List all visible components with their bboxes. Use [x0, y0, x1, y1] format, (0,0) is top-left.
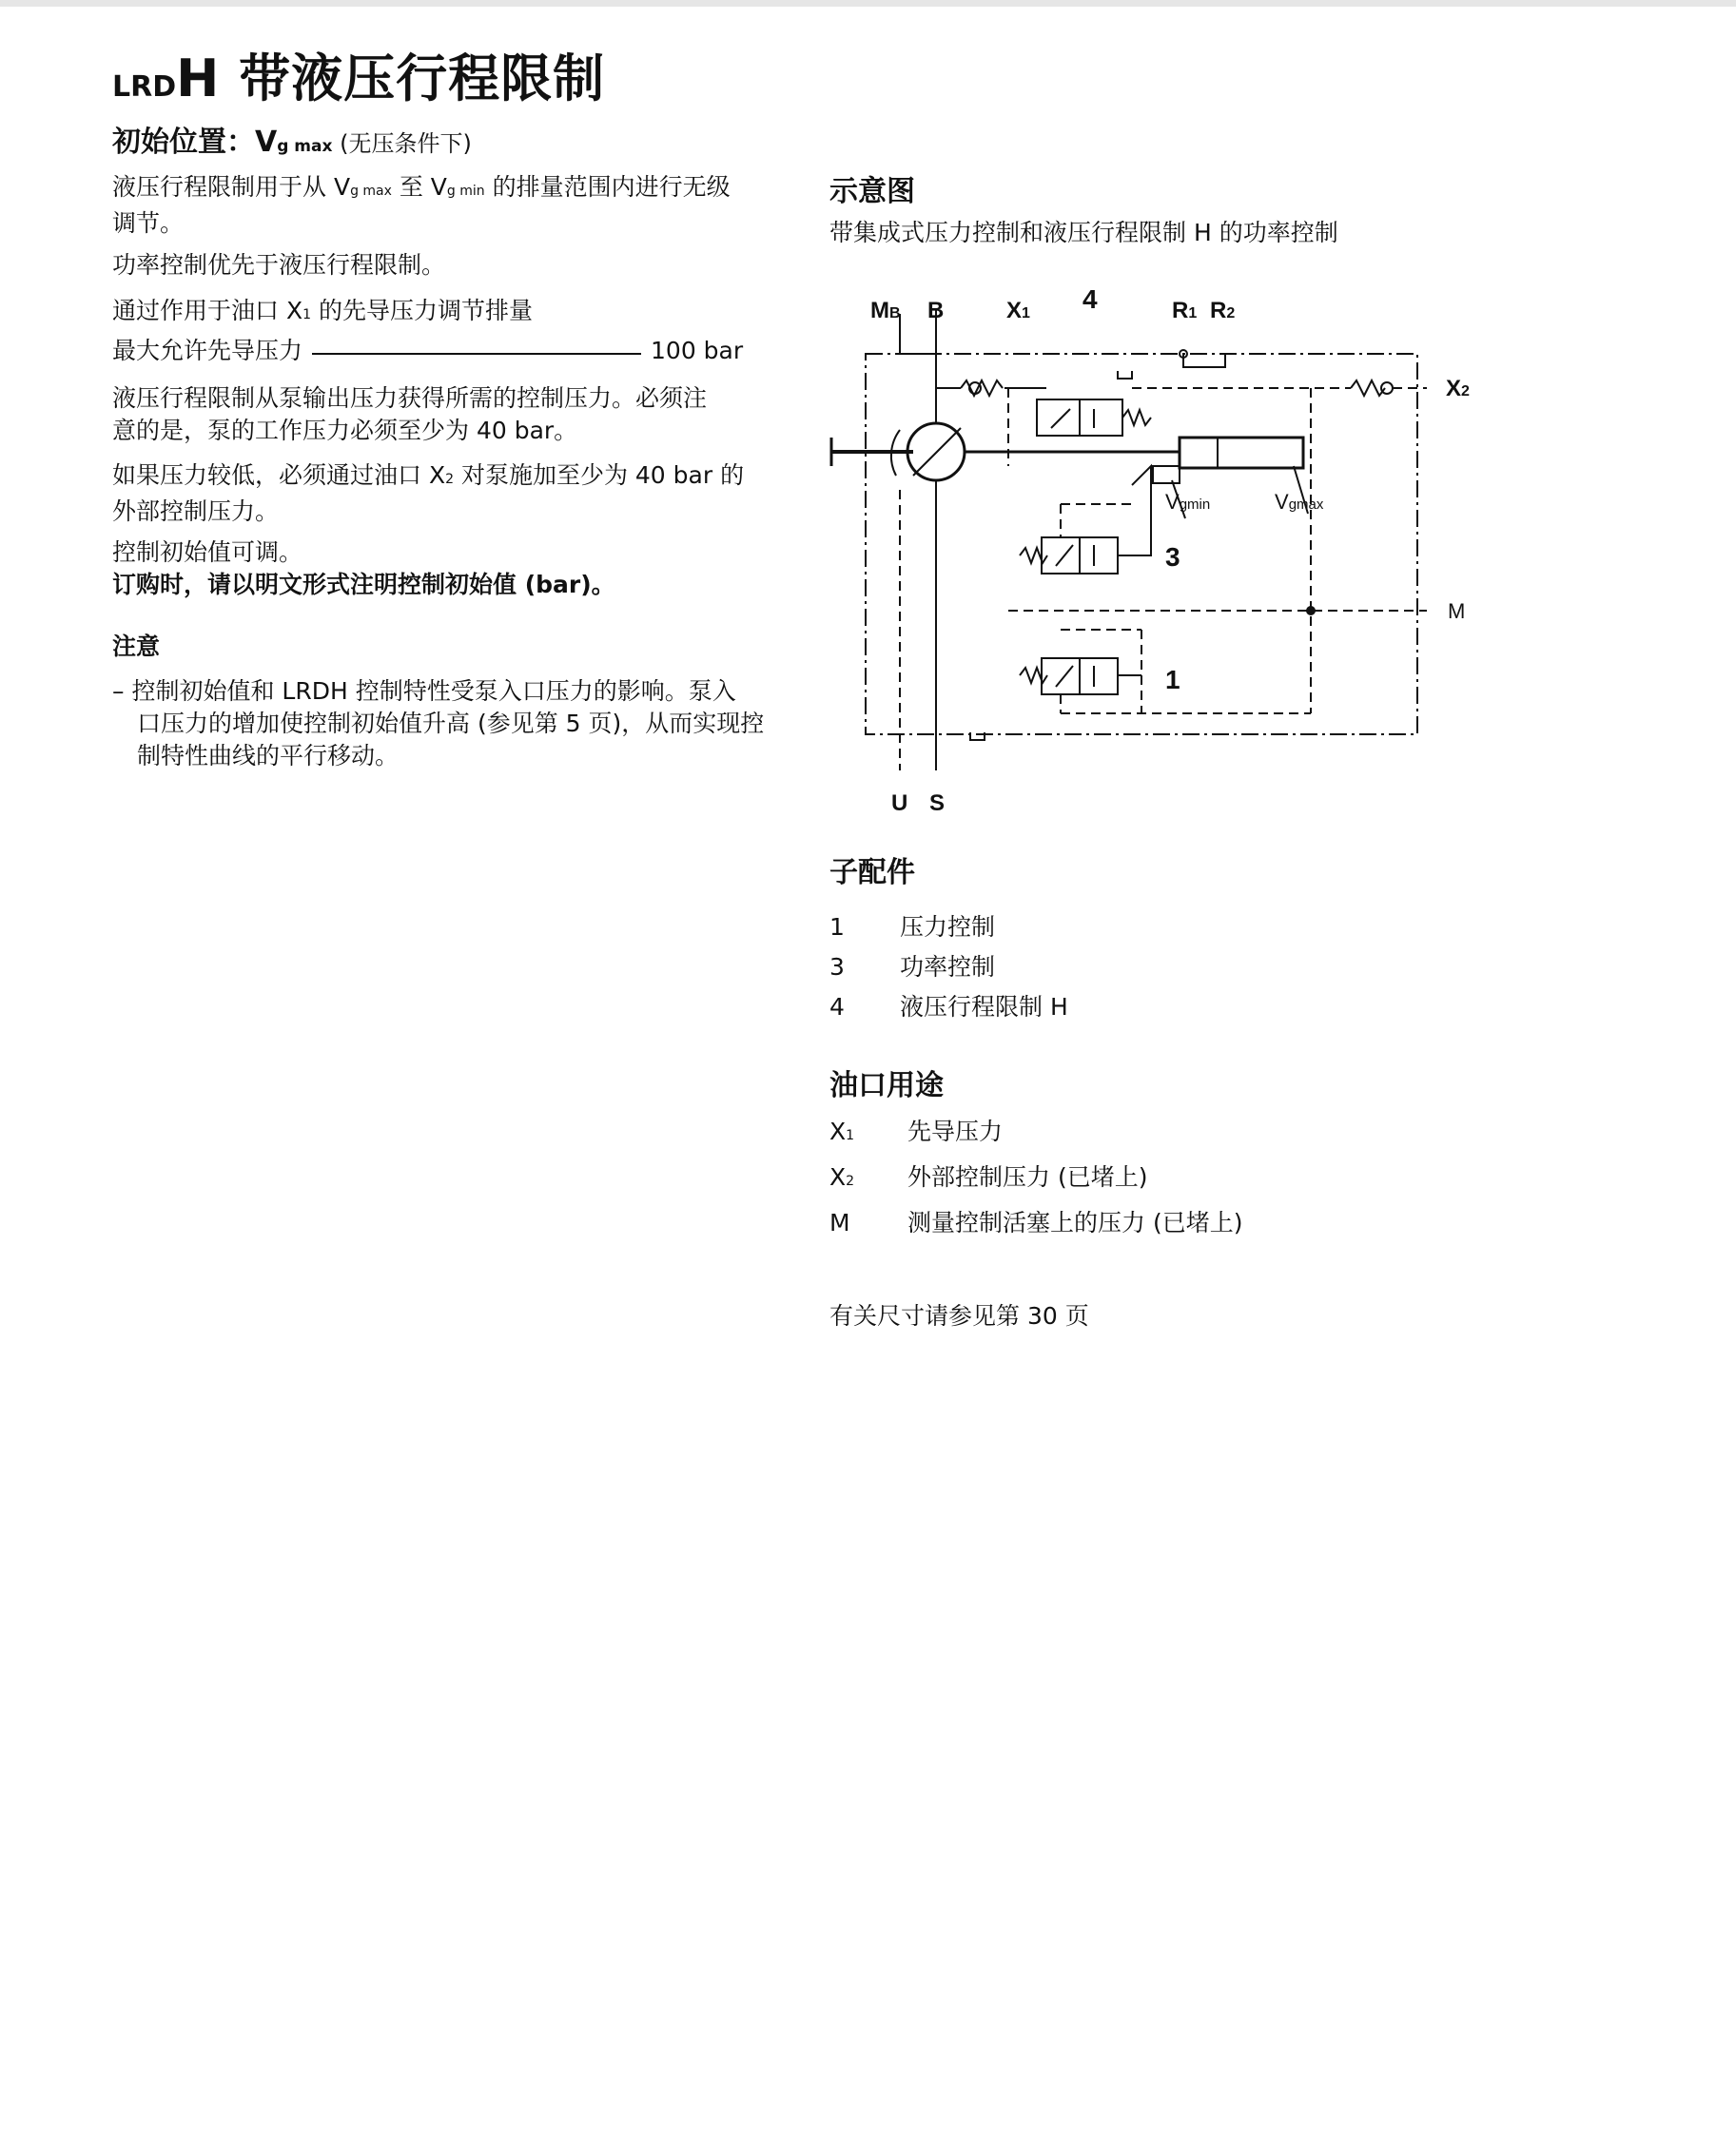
initial-position-label: 初始位置： — [112, 126, 255, 159]
port-row — [829, 1204, 1242, 1238]
label-vgmin-sub: gmin — [1179, 497, 1211, 513]
stroke-piston — [1180, 438, 1303, 468]
p1-part-c: 的排量范围内进行无级 — [484, 173, 731, 201]
port-code: X — [829, 1163, 847, 1191]
port-code-sub: 1 — [846, 1128, 855, 1143]
port-code-sub: 2 — [846, 1174, 855, 1189]
title-prefix: LRD — [112, 70, 177, 104]
initial-position-v: V — [255, 126, 278, 159]
max-pilot-pressure-value: 100 bar — [651, 337, 744, 364]
label-component-1: 1 — [1165, 665, 1180, 694]
paragraph-control-pressure — [112, 382, 707, 447]
label-r2: R — [1210, 298, 1227, 323]
p8-order-note: 订购时，请以明文形式注明控制初始值 (bar)。 — [112, 571, 615, 598]
component-row — [829, 908, 995, 943]
svg-text:X1 — [1006, 298, 1030, 323]
p1-part-b: 至 V — [391, 173, 447, 201]
label-r1: R — [1172, 298, 1189, 323]
paragraph-power-priority: 功率控制优先于液压行程限制。 — [112, 251, 446, 279]
max-pilot-pressure-line — [112, 335, 743, 367]
port-label: 测量控制活塞上的压力 (已堵上) — [907, 1209, 1243, 1237]
p5-line-1: 液压行程限制从泵输出压力获得所需的控制压力。必须注 — [112, 384, 708, 412]
component-row — [829, 988, 1068, 1022]
p1-line-2: 调节。 — [112, 209, 185, 237]
p3-sub: 1 — [302, 307, 311, 322]
hydraulic-schematic — [818, 276, 1503, 828]
p6-sub: 2 — [445, 472, 454, 487]
svg-text:MB — [870, 298, 901, 323]
p6-part-a: 如果压力较低，必须通过油口 X — [112, 461, 446, 489]
p7: 控制初始值可调。 — [112, 538, 303, 566]
initial-position-heading — [112, 118, 472, 160]
page-title — [112, 38, 605, 111]
label-x2: X — [1446, 376, 1462, 401]
max-pilot-pressure-label: 最大允许先导压力 — [112, 337, 303, 364]
title-main: H 带液压行程限制 — [176, 49, 606, 108]
p3-part-a: 通过作用于油口 X — [112, 297, 303, 324]
svg-text:R1 — [1172, 298, 1197, 323]
paragraph-adjustable — [112, 536, 615, 601]
label-x2-sub: 2 — [1461, 383, 1470, 399]
svg-text:Vgmax — [1275, 490, 1324, 514]
p1-part-a: 液压行程限制用于从 V — [112, 173, 351, 201]
port-row — [829, 1159, 1147, 1193]
label-b: B — [927, 298, 945, 323]
svg-text:R2 — [1210, 298, 1235, 323]
ports-heading: 油口用途 — [829, 1069, 944, 1102]
leader-line — [312, 353, 641, 355]
component-num: 4 — [829, 993, 845, 1021]
label-s: S — [929, 790, 946, 816]
label-mb: M — [870, 298, 889, 323]
label-x1-sub: 1 — [1022, 305, 1030, 321]
port-row — [829, 1113, 1003, 1147]
schematic-caption: 带集成式压力控制和液压行程限制 H 的功率控制 — [829, 219, 1338, 246]
paragraph-external-pressure — [112, 459, 744, 528]
label-vgmax: V — [1275, 490, 1289, 514]
label-r2-sub: 2 — [1226, 305, 1236, 321]
component-row — [829, 948, 995, 983]
component-label: 液压行程限制 H — [900, 993, 1068, 1021]
svg-text:Vgmin — [1165, 490, 1210, 514]
p1-sub-2: g min — [446, 184, 485, 199]
note-line-1: – 控制初始值和 LRDH 控制特性受泵入口压力的影响。泵入 — [112, 677, 736, 705]
label-m: M — [1448, 599, 1466, 623]
component-label: 压力控制 — [900, 913, 996, 941]
paragraph-pilot-port — [112, 295, 533, 331]
port-label: 先导压力 — [907, 1118, 1004, 1145]
initial-position-condition: (无压条件下) — [332, 130, 472, 157]
paragraph-stroke-range — [112, 171, 797, 240]
note-line-3: 制特性曲线的平行移动。 — [137, 742, 400, 769]
label-vgmin: V — [1165, 490, 1180, 514]
label-r1-sub: 1 — [1188, 305, 1198, 321]
label-component-4: 4 — [1083, 284, 1098, 314]
initial-position-sub: g max — [277, 137, 333, 156]
port-label: 外部控制压力 (已堵上) — [907, 1163, 1148, 1191]
label-mb-sub: B — [889, 305, 901, 321]
component-label: 功率控制 — [900, 953, 996, 981]
label-component-3: 3 — [1165, 542, 1180, 572]
p3-part-b: 的先导压力调节排量 — [311, 297, 533, 324]
dimensions-reference: 有关尺寸请参见第 30 页 — [829, 1302, 1089, 1330]
label-x1: X — [1006, 298, 1023, 323]
port-code: X — [829, 1118, 847, 1145]
port-code: M — [829, 1209, 850, 1237]
page-top-bar — [0, 0, 1736, 7]
schematic-heading: 示意图 — [829, 175, 915, 208]
note-heading: 注意 — [112, 633, 161, 660]
p6-line-2: 外部控制压力。 — [112, 497, 280, 525]
components-heading: 子配件 — [829, 856, 915, 889]
p5-line-2: 意的是，泵的工作压力必须至少为 40 bar。 — [112, 417, 578, 444]
p1-sub-1: g max — [350, 184, 392, 199]
note-line-2: 口压力的增加使控制初始值升高 (参见第 5 页)，从而实现控 — [137, 710, 765, 737]
component-num: 3 — [829, 953, 845, 981]
label-u: U — [891, 790, 908, 816]
note-body — [112, 675, 764, 772]
p6-part-b: 对泵施加至少为 40 bar 的 — [454, 461, 745, 489]
component-num: 1 — [829, 913, 845, 941]
label-vgmax-sub: gmax — [1288, 497, 1324, 513]
svg-text:X2 — [1446, 376, 1470, 401]
